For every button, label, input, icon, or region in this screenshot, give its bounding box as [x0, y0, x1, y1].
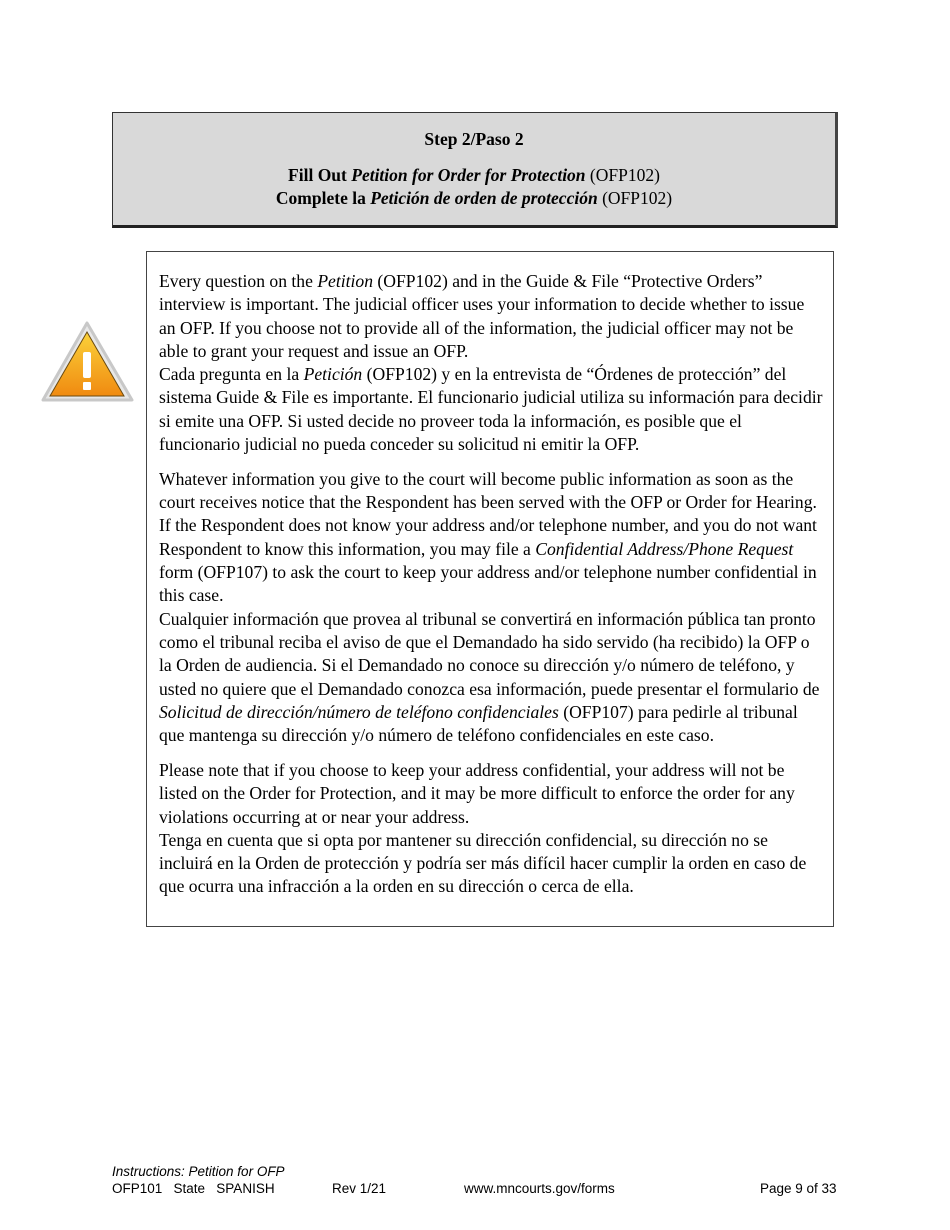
subtitle-en-code: (OFP102): [585, 165, 660, 185]
footer-form-id: OFP101 State SPANISH: [112, 1181, 275, 1196]
form-name: Petition: [317, 271, 374, 291]
text: Whatever information you give to the court will become public information as soon as the court receives notice that the Respondent has been served with the OFP or Order for Hearing. If the Respondent does not know your address and/or telephone number, and you do not want Respondent to know this information, you may file a: [159, 468, 817, 559]
paragraph-es: Tenga en cuenta que si opta por mantener su dirección confidencial, su dirección no se incluirá en la Orden de protección y podría ser más difícil hacer cumplir la orden en caso de que ocurra una infracción a la orden en su dirección o cerca de ella.: [159, 829, 807, 897]
paragraph-es: [159, 363, 823, 456]
text: (OFP102) y en la entrevista de “Órdenes de protección” del sistema Guide & File es importante. El funcionario judicial utiliza su información para decidir si emite una OFP. Si usted decide no proveer toda la información, es posible que el funcionario judicial no pueda conceder su solicitud ni emitir la OFP.: [159, 364, 823, 455]
text: Cualquier información que provea al tribunal se convertirá en información pública tan pronto como el tribunal reciba el aviso de que el Demandado ha sido servido (ha recibido) la OFP o la Orden de audiencia. Si el Demandado no conoce su dirección y/o número de teléfono, y usted no quiere que el Demandado conozca esa información, puede presentar el formulario de: [159, 608, 820, 699]
subtitle-es-form: Petición de orden de protección: [370, 188, 598, 208]
paragraph-en: Please note that if you choose to keep your address confidential, your address will not be listed on the Order for Protection, and it may be more difficult to enforce the order for any violations occurring at or near your address.: [159, 759, 795, 827]
subtitle-es-lead: Complete la: [275, 188, 371, 208]
step-title: Step 2/Paso 2: [424, 129, 524, 149]
paragraph-en: [159, 271, 804, 361]
paragraph-en: [159, 469, 817, 605]
subtitle-en-form: Petition for Order for Protection: [351, 165, 586, 185]
instructions-box: [146, 251, 834, 927]
paragraph-es: [159, 608, 823, 748]
warning-icon: [40, 320, 135, 404]
form-name: Petición: [303, 364, 363, 385]
subtitle-es-code: (OFP102): [597, 188, 673, 208]
footer-revision: Rev 1/21: [332, 1181, 387, 1196]
footer-left: [112, 1163, 285, 1197]
text: (OFP102) and in the Guide & File “Protective Orders” interview is important. The judicial officer uses your information to decide whether to issue an OFP. If you choose not to provide all of the information, the judicial officer may not be able to grant your request and issue an OFP.: [159, 271, 805, 361]
text: (OFP107) para pedirle al tribunal que mantenga su dirección y/o número de teléfono confidenciales en este caso.: [159, 701, 798, 746]
text: form (OFP107) to ask the court to keep your address and/or telephone number confidential in this case.: [159, 562, 817, 606]
subtitle-spanish: [113, 187, 835, 210]
paragraph-questions: [159, 270, 823, 456]
text: Every question on the: [159, 271, 318, 291]
form-name: Solicitud de dirección/número de teléfono confidenciales: [159, 701, 559, 722]
subtitle-english: [113, 164, 835, 187]
step-subtitle: [113, 164, 835, 210]
footer-title: Instructions: Petition for OFP: [112, 1164, 285, 1179]
step-header-box: [112, 112, 838, 228]
text: Cada pregunta en la: [159, 364, 304, 385]
footer-page-number: Page 9 of 33: [760, 1181, 837, 1196]
form-name: Confidential Address/Phone Request: [535, 538, 794, 559]
paragraph-confidential-note: [159, 759, 823, 899]
footer-url[interactable]: www.mncourts.gov/forms: [464, 1181, 615, 1196]
subtitle-en-lead: Fill Out: [288, 165, 352, 185]
paragraph-public-info: [159, 468, 823, 748]
